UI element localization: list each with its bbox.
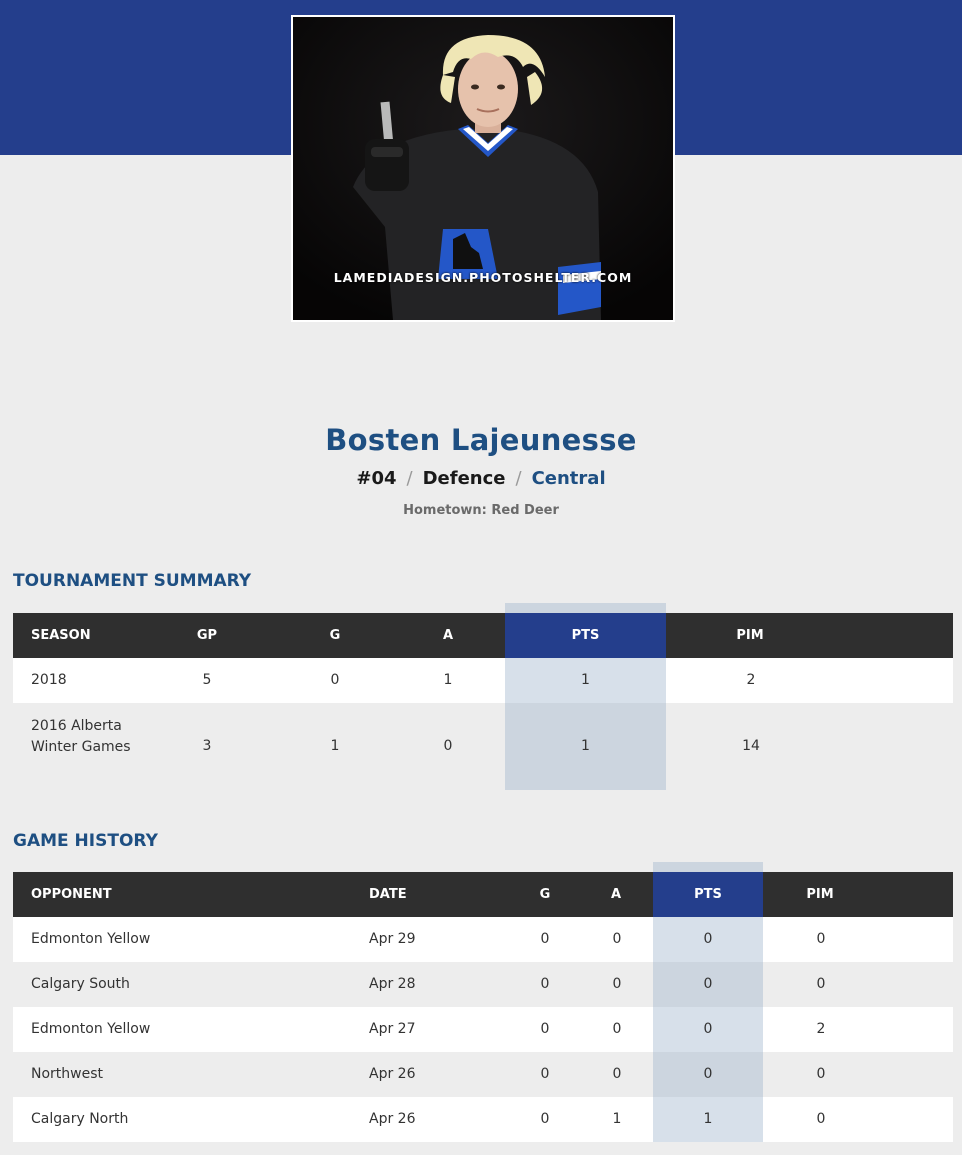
photo-watermark: LAMEDIADESIGN.PHOTOSHELTER.COM (333, 270, 633, 285)
column-header-pts[interactable]: PTS (694, 887, 722, 902)
date-cell: Apr 27 (369, 1021, 416, 1037)
table-row (13, 917, 953, 962)
a-cell: 0 (612, 976, 622, 992)
date-cell: Apr 28 (369, 976, 416, 992)
column-header-pim[interactable]: PIM (806, 887, 834, 902)
player-position: Defence (422, 468, 506, 489)
date-cell: Apr 26 (369, 1111, 416, 1127)
column-header-pts[interactable]: PTS (571, 628, 600, 643)
a-cell: 0 (612, 1021, 622, 1037)
pim-cell: 2 (816, 1021, 826, 1037)
pts-cell: 0 (703, 931, 713, 947)
season-cell: 2016 Alberta Winter Games (31, 718, 131, 755)
meta-separator: / (406, 468, 413, 489)
game-history-table (13, 862, 953, 1142)
pim-cell: 2 (746, 672, 756, 688)
column-header-a[interactable]: A (610, 887, 622, 902)
table-row (13, 1097, 953, 1142)
pim-cell: 0 (816, 976, 826, 992)
g-cell: 1 (330, 738, 340, 754)
gp-cell: 5 (202, 672, 212, 688)
pts-cell: 0 (703, 1066, 713, 1082)
opponent-cell: Edmonton Yellow (31, 931, 151, 947)
g-cell: 0 (540, 1066, 550, 1082)
tournament-summary-table (13, 603, 953, 790)
pim-cell: 0 (816, 931, 826, 947)
column-header-g[interactable]: G (539, 887, 551, 902)
gp-cell: 3 (202, 738, 212, 754)
player-team-link[interactable]: Central (531, 468, 606, 489)
column-header-pim[interactable]: PIM (736, 628, 764, 643)
pts-cell: 1 (581, 672, 590, 688)
opponent-cell: Calgary South (31, 976, 130, 992)
g-cell: 0 (540, 1111, 550, 1127)
pim-cell: 0 (816, 1066, 826, 1082)
column-header-gp[interactable]: GP (196, 628, 218, 643)
pts-cell: 0 (703, 1021, 713, 1037)
player-hometown: Hometown: Red Deer (403, 503, 559, 518)
season-cell: 2018 (31, 672, 67, 688)
pts-cell: 1 (581, 738, 590, 754)
pim-cell: 14 (742, 738, 760, 754)
player-photo (291, 15, 675, 322)
table-header (13, 872, 953, 917)
a-cell: 0 (443, 738, 453, 754)
table-row (13, 962, 953, 1007)
date-cell: Apr 26 (369, 1066, 416, 1082)
pim-cell: 0 (816, 1111, 826, 1127)
player-meta (0, 468, 962, 489)
column-header-g[interactable]: G (329, 628, 341, 643)
column-header-season[interactable]: SEASON (31, 628, 91, 643)
column-header-opponent[interactable]: OPPONENT (31, 887, 112, 902)
column-header-a[interactable]: A (442, 628, 454, 643)
a-cell: 0 (612, 931, 622, 947)
table-row (13, 1007, 953, 1052)
a-cell: 1 (443, 672, 453, 688)
pts-cell: 1 (703, 1111, 713, 1127)
column-header-date[interactable]: DATE (369, 887, 407, 902)
table-row (13, 658, 953, 703)
a-cell: 1 (612, 1111, 622, 1127)
opponent-cell: Northwest (31, 1066, 104, 1082)
opponent-cell: Edmonton Yellow (31, 1021, 151, 1037)
g-cell: 0 (540, 1021, 550, 1037)
opponent-cell: Calgary North (31, 1111, 129, 1127)
tournament-summary-title: TOURNAMENT SUMMARY (13, 571, 252, 591)
table-row (13, 1052, 953, 1097)
g-cell: 0 (540, 976, 550, 992)
g-cell: 0 (540, 931, 550, 947)
player-name: Bosten Lajeunesse (325, 423, 637, 457)
a-cell: 0 (612, 1066, 622, 1082)
pts-cell: 0 (703, 976, 713, 992)
meta-separator: / (515, 468, 522, 489)
date-cell: Apr 29 (369, 931, 416, 947)
g-cell: 0 (330, 672, 340, 688)
game-history-title: GAME HISTORY (13, 831, 158, 851)
table-row (13, 703, 953, 790)
table-header (13, 613, 953, 658)
player-number: #04 (356, 468, 397, 489)
